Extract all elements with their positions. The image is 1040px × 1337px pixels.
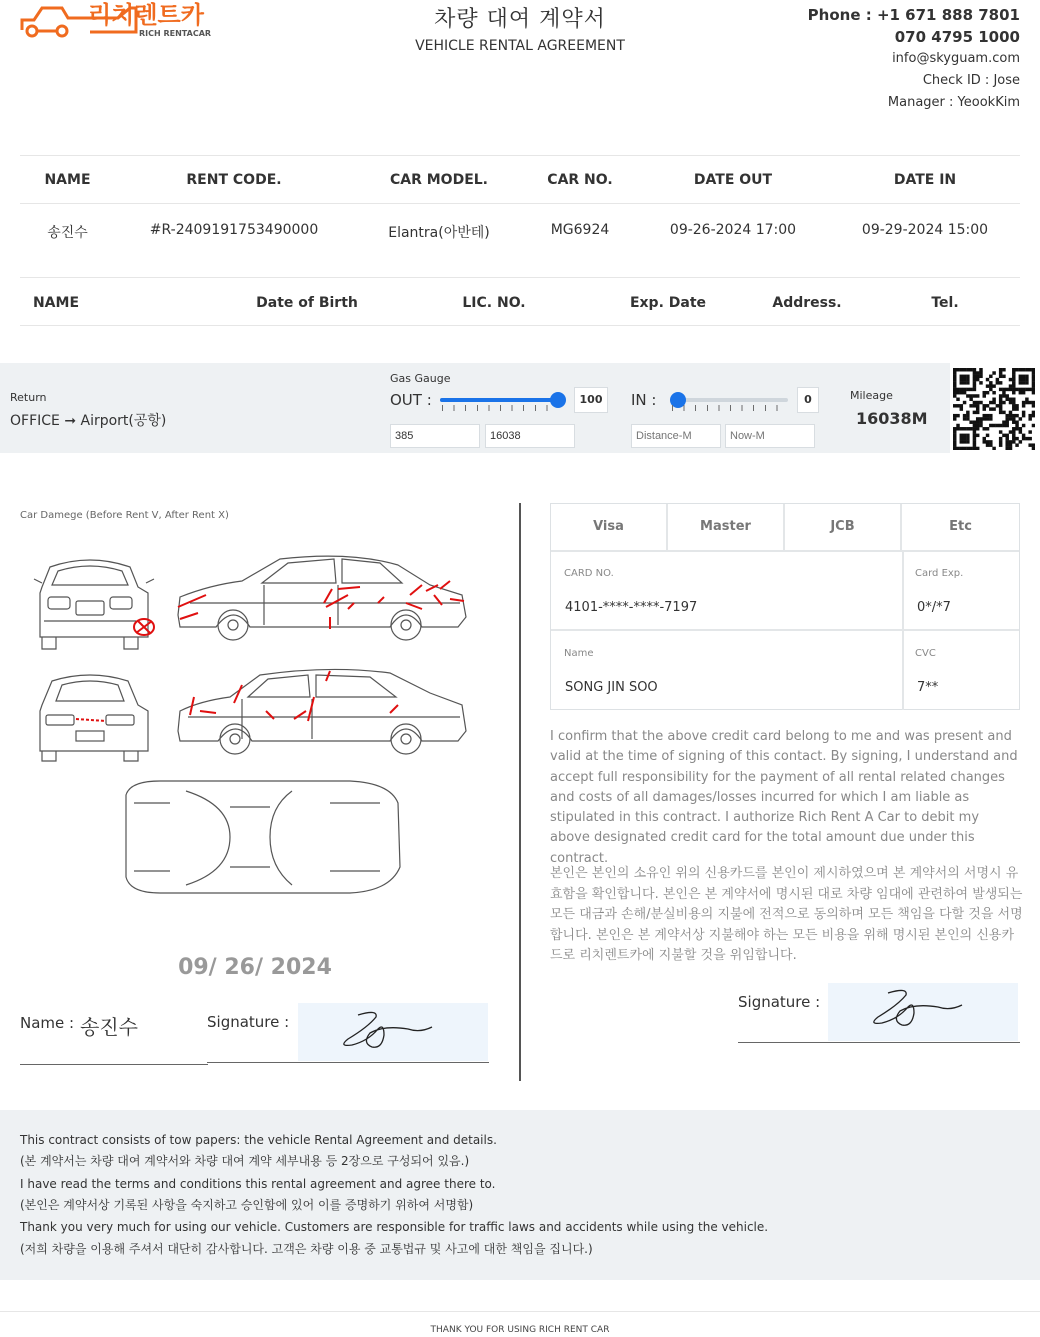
cell-name: 송진수 <box>47 225 88 241</box>
manager: Manager : YeookKim <box>887 95 1020 110</box>
gauge-out-value: 100 <box>574 387 608 413</box>
section-divider <box>519 503 521 1081</box>
card-type-etc[interactable]: Etc <box>949 519 972 534</box>
renter-name-value: 송진수 <box>80 1015 138 1039</box>
return-label: Return <box>10 391 47 404</box>
now-mileage-in-field[interactable] <box>725 424 815 448</box>
terms-line-3-en: Thank you very much for using our vehicle. Customers are responsible for traffic laws and accidents while using the vehicle. <box>20 1220 769 1234</box>
col-header-date-out: DATE OUT <box>693 172 773 188</box>
terms-line-2-en: I have read the terms and conditions this rental agreement and agree there to. <box>20 1177 496 1191</box>
terms-line-3-ko: (저희 차량을 이용해 주셔서 대단히 감사합니다. 고객은 차량 이용 중 교통법규 및 사고에 대한 책임을 집니다.) <box>20 1242 593 1256</box>
signature-label-right: Signature : <box>738 993 821 1011</box>
qr-code-icon <box>953 368 1035 450</box>
table-divider <box>20 203 1020 204</box>
car-rear-view-icon <box>40 675 148 761</box>
damage-caption: Car Damege (Before Rent V, After Rent X) <box>20 510 229 521</box>
renter-name-label: Name : <box>20 1014 75 1032</box>
card-no-label: CARD NO. <box>564 568 614 579</box>
car-side-view-icon <box>178 556 466 640</box>
mileage-value: 16038M <box>856 409 928 428</box>
cell-car-model: Elantra(아반테) <box>388 225 490 241</box>
email: info@skyguam.com <box>892 51 1020 66</box>
gauge-out-label: OUT : <box>390 391 432 409</box>
distance-in-field[interactable] <box>631 424 721 448</box>
contact-block <box>808 4 1020 114</box>
col-header-dob: Date of Birth <box>256 295 358 311</box>
card-col-divider <box>902 550 904 710</box>
col-header-tel: Tel. <box>931 295 959 311</box>
card-exp-label: Card Exp. <box>915 568 964 579</box>
card-cvc-value: 7** <box>917 680 939 695</box>
cell-car-no: MG6924 <box>550 222 610 238</box>
car-damage-diagram <box>30 545 480 905</box>
card-confirmation-korean: 본인은 본인의 소유인 위의 신용카드를 본인이 제시하였으며 본 계약서의 서명시 유효함을 확인합니다. 본인은 본 계약서에 명시된 대로 차량 임대에 관련하여 발생되는 모든 대금과 손해/분실비용의 지불에 전적으로 동의하며 모든 책임을 다할 것을 서명합니다. 본인은 본 계약서상 지불해야 하는 모든 비용을 위해 명시된 본인의 신용카드로 리치렌트카에 지불할 것을 위임합니다. <box>550 866 1023 964</box>
col-header-driver-name: NAME <box>32 295 80 311</box>
phone-number-2: 070 4795 1000 <box>894 28 1020 46</box>
card-no-value: 4101-****-****-7197 <box>565 600 698 615</box>
logo-text-ko: 리치렌트카 <box>88 1 204 29</box>
gauge-in-value: 0 <box>797 387 819 413</box>
terms-line-2-ko: (본인은 계약서상 기록된 사항을 숙지하고 승인함에 있어 이를 증명하기 위하여 서명함) <box>20 1198 474 1212</box>
gauge-in-label: IN : <box>631 391 657 409</box>
gauge-out-slider[interactable] <box>440 398 558 402</box>
table-divider <box>20 277 1020 278</box>
card-row-divider <box>551 629 1019 631</box>
col-header-date-in: DATE IN <box>893 172 957 188</box>
title-english: VEHICLE RENTAL AGREEMENT <box>415 38 625 54</box>
cell-date-in: 09-29-2024 15:00 <box>861 222 989 238</box>
signature-underline-left <box>207 1062 489 1063</box>
card-type-visa[interactable]: Visa <box>551 504 668 550</box>
cell-date-out: 09-26-2024 17:00 <box>669 222 797 238</box>
card-row-divider <box>551 550 1019 552</box>
card-confirmation-english: I confirm that the above credit card belong to me and was present and valid at the time of signing of this contact. By signing, I understand and accept full responsibility for the payment of all rental related changes and costs of all damages/losses incurred for which I am liable as stipulated in this contract. I authorize Rich Rent A Car to debit my above designated credit card for the total amount due under this contract. <box>550 729 1018 866</box>
thank-you-note: THANK YOU FOR USING RICH RENT CAR <box>430 1325 610 1335</box>
table-divider <box>20 325 1020 326</box>
card-type-master[interactable]: Master <box>668 504 785 550</box>
signature-underline-right <box>738 1042 1020 1043</box>
card-type-jcb[interactable]: JCB <box>785 504 902 550</box>
gauge-out-fill <box>440 398 558 402</box>
phone-number: Phone : +1 671 888 7801 <box>807 6 1020 24</box>
mileage-out-field[interactable] <box>485 424 575 448</box>
car-side-view-other-icon <box>178 669 466 754</box>
card-table <box>550 503 1020 710</box>
gauge-out-ticks <box>442 405 558 411</box>
gauge-in-ticks <box>672 405 788 411</box>
check-id: Check ID : Jose <box>922 73 1020 88</box>
col-header-car-model: CAR MODEL. <box>389 172 489 188</box>
gas-gauge-label: Gas Gauge <box>390 372 451 385</box>
terms-footer <box>0 1110 1040 1280</box>
card-name-value: SONG JIN SOO <box>565 680 658 695</box>
signature-pad-left[interactable] <box>298 1003 488 1061</box>
logo-text-en: RICH RENTACAR <box>139 29 212 38</box>
card-name-label: Name <box>564 648 594 659</box>
terms-line-1-ko: (본 계약서는 차량 대여 계약서와 차량 대여 계약 세부내용 등 2장으로 구성되어 있음.) <box>20 1154 470 1168</box>
odometer-out-field[interactable] <box>390 424 480 448</box>
col-header-car-no: CAR NO. <box>547 172 613 188</box>
col-header-name: NAME <box>44 172 91 188</box>
table-divider <box>20 155 1020 156</box>
mileage-label: Mileage <box>850 389 893 402</box>
cell-rent-code: #R-2409191753490000 <box>149 222 319 238</box>
signature-label-left: Signature : <box>207 1013 290 1031</box>
col-header-exp-date: Exp. Date <box>629 295 707 311</box>
signature-pad-right[interactable] <box>828 983 1018 1041</box>
title-korean: 차량 대여 계약서 <box>434 7 606 32</box>
col-header-address: Address. <box>772 295 842 311</box>
contract-date: 09/ 26/ 2024 <box>178 955 332 980</box>
col-header-license: LIC. NO. <box>462 295 526 311</box>
return-route: OFFICE ➞ Airport(공항) <box>10 413 167 429</box>
car-front-view-icon <box>34 560 154 649</box>
terms-line-1-en: This contract consists of tow papers: the vehicle Rental Agreement and details. <box>20 1133 497 1147</box>
col-header-rent-code: RENT CODE. <box>186 172 282 188</box>
name-underline <box>20 1064 208 1065</box>
car-top-view-icon <box>126 781 400 893</box>
card-exp-value: 0*/*7 <box>917 600 951 615</box>
card-cvc-label: CVC <box>915 648 936 659</box>
gauge-in-slider[interactable] <box>670 398 788 402</box>
footer-divider <box>0 1311 1040 1312</box>
